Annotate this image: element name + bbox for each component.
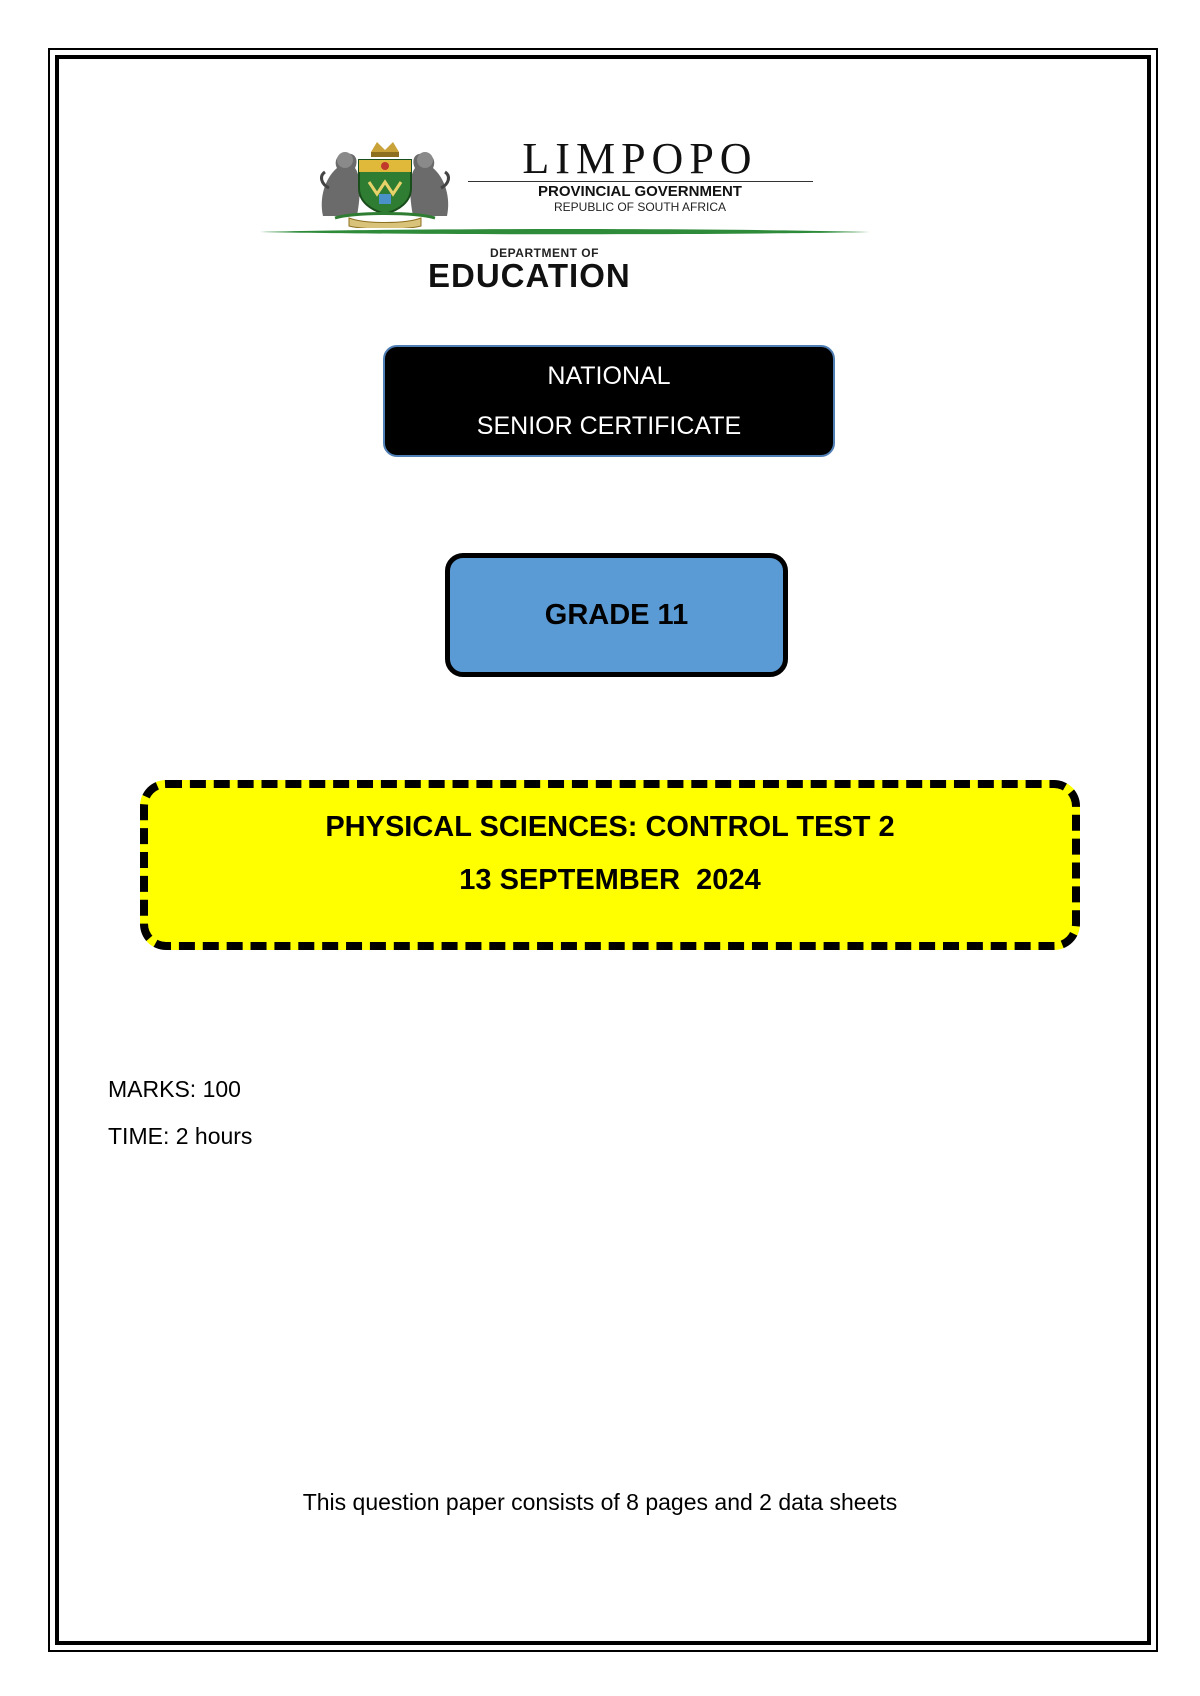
time-label: TIME: 2 hours bbox=[108, 1123, 253, 1149]
province-name: LIMPOPO bbox=[522, 134, 758, 183]
republic-line: REPUBLIC OF SOUTH AFRICA bbox=[553, 200, 727, 214]
coat-of-arms-icon bbox=[315, 138, 455, 228]
green-divider bbox=[260, 226, 870, 238]
province-divider bbox=[468, 181, 813, 182]
grade-label: GRADE 11 bbox=[544, 599, 689, 631]
exam-date: 13 SEPTEMBER 2024 bbox=[459, 864, 761, 896]
subject-box bbox=[140, 780, 1080, 950]
certificate-box bbox=[383, 345, 835, 457]
certificate-line-1: NATIONAL bbox=[547, 362, 671, 390]
government-line: PROVINCIAL GOVERNMENT bbox=[538, 183, 742, 200]
department-of-label: DEPARTMENT OF bbox=[490, 246, 599, 260]
certificate-line-2: SENIOR CERTIFICATE bbox=[476, 412, 742, 440]
subject-title: PHYSICAL SCIENCES: CONTROL TEST 2 bbox=[325, 811, 895, 843]
marks-label: MARKS: 100 bbox=[108, 1076, 241, 1102]
page-count-note: This question paper consists of 8 pages and 2 data sheets bbox=[302, 1489, 898, 1515]
grade-box bbox=[445, 553, 788, 677]
department-name: EDUCATION bbox=[428, 257, 631, 294]
